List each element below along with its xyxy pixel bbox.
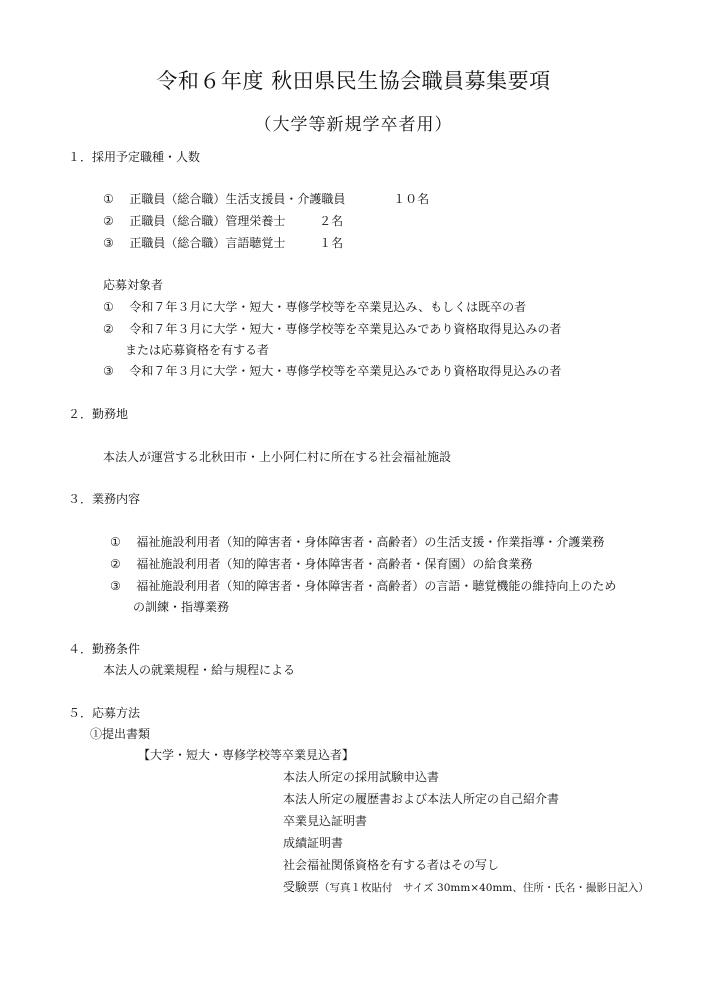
eligibility-text: 令和７年３月に大学・短大・専修学校等を卒業見込み、もしくは既卒の者 [129,300,527,314]
eligibility-heading: 応募対象者 [103,278,164,292]
section-1-heading: １．採用予定職種・人数 [68,150,201,164]
eligibility-item [103,300,526,314]
eligibility-continuation: または応募資格を有する者 [125,343,270,357]
exam-ticket-label: 受験票 [283,880,320,894]
submission-docs-subheading: ①提出書類 [90,727,151,741]
doc-list-item: 卒業見込証明書 [283,814,368,828]
eligibility-marker: ① [103,300,114,314]
work-conditions-text: 本法人の就業規程・給与規程による [103,663,296,677]
doc-list-item: 社会福祉関係資格を有する者はその写し [283,858,500,872]
duty-text: 福祉施設利用者（知的障害者・身体障害者・高齢者・保育園）の給食業務 [136,557,533,571]
eligibility-item [103,322,561,336]
position-text: 正職員（総合職）管理栄養士 [129,214,286,228]
applicant-category: 【大学・短大・専修学校等卒業見込者】 [138,748,355,762]
position-item [103,192,429,206]
doc-list-item: 成績証明書 [283,836,344,850]
eligibility-text: 令和７年３月に大学・短大・専修学校等を卒業見込みであり資格取得見込みの者 [129,322,562,336]
section-5-heading: ５．応募方法 [68,706,141,720]
section-2-heading: ２．勤務地 [68,407,129,421]
duty-continuation: の訓練・指導業務 [133,600,230,614]
eligibility-marker: ② [103,322,114,336]
doc-list-item [283,880,649,895]
duty-item [110,579,616,593]
work-location-text: 本法人が運営する北秋田市・上小阿仁村に所在する社会福祉施設 [103,450,452,464]
section-4-heading: ４．勤務条件 [68,642,141,656]
eligibility-text: 令和７年３月に大学・短大・専修学校等を卒業見込みであり資格取得見込みの者 [129,364,562,378]
position-text: 正職員（総合職）生活支援員・介護職員 [129,192,346,206]
eligibility-item [103,364,561,378]
duty-marker: ③ [110,579,121,593]
doc-list-item: 本法人所定の履歴書および本法人所定の自己紹介書 [283,792,560,806]
duty-item [110,557,532,571]
position-marker: ① [103,192,114,206]
section-3-heading: ３．業務内容 [68,492,141,506]
duty-item [110,535,604,549]
position-item [103,236,343,250]
position-item [103,214,343,228]
exam-ticket-note: （写真１枚貼付 サイズ 30mm×40mm、住所・氏名・撮影日記入） [319,882,649,894]
page-title: 令和６年度 秋田県民生協会職員募集要項 [156,69,551,93]
position-count: １０名 [393,192,430,206]
position-marker: ③ [103,236,114,250]
page-subtitle: （大学等新規学卒者用） [254,115,453,135]
duty-text: 福祉施設利用者（知的障害者・身体障害者・高齢者）の言語・聴覚機能の維持向上のため [136,579,617,593]
position-marker: ② [103,214,114,228]
duty-marker: ② [110,557,121,571]
doc-list-item: 本法人所定の採用試験申込書 [283,770,440,784]
duty-text: 福祉施設利用者（知的障害者・身体障害者・高齢者）の生活支援・作業指導・介護業務 [136,535,605,549]
position-count: ２名 [319,214,344,228]
duty-marker: ① [110,535,121,549]
eligibility-marker: ③ [103,364,114,378]
position-text: 正職員（総合職）言語聴覚士 [129,236,286,250]
position-count: １名 [319,236,344,250]
